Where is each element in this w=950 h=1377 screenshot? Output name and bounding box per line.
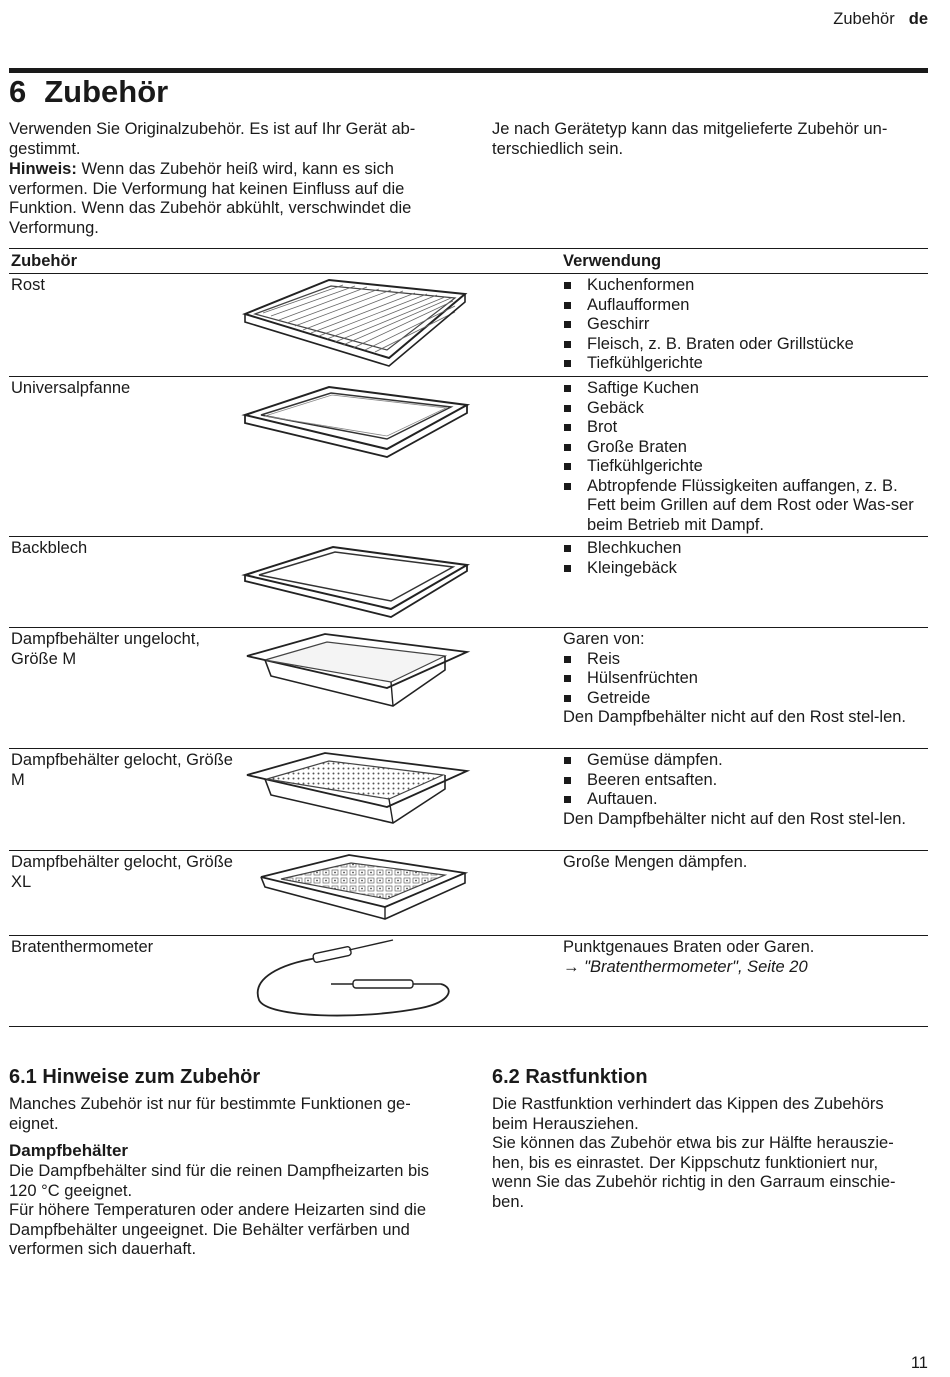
list-item: Reis <box>563 650 923 670</box>
list-item: Gemüse dämpfen. <box>563 751 923 771</box>
list-item: Brot <box>563 418 923 438</box>
usage-list <box>563 539 923 578</box>
chapter-title: Zubehör <box>44 74 169 109</box>
note-label: Hinweis: <box>9 160 77 178</box>
usage-cell <box>563 938 923 977</box>
usage-list <box>563 650 923 709</box>
list-item: Beeren entsaften. <box>563 771 923 791</box>
running-header <box>833 10 928 30</box>
cross-reference <box>563 958 923 978</box>
chapter-heading <box>9 73 168 111</box>
accessory-name: Universalpfanne <box>11 379 131 397</box>
list-item: Fleisch, z. B. Braten oder Grillstücke <box>563 335 923 355</box>
usage-intro: Garen von: <box>563 630 645 648</box>
table-row <box>9 749 928 851</box>
table-row <box>9 628 928 749</box>
list-item: Blechkuchen <box>563 539 923 559</box>
list-item: Kuchenformen <box>563 276 923 296</box>
table-row <box>9 537 928 628</box>
section-paragraph: Die Dampfbehälter sind für die reinen Dampfheizarten bis 120 °C geeignet. <box>9 1162 430 1200</box>
steam-container-solid-icon <box>241 630 471 714</box>
section-heading: 6.2 Rastfunktion <box>492 1066 648 1088</box>
usage-warning: Den Dampfbehälter nicht auf den Rost stel-len. <box>563 708 907 726</box>
usage-cell <box>563 853 923 873</box>
usage-list <box>563 276 923 374</box>
list-item: Geschirr <box>563 315 923 335</box>
list-item: Gebäck <box>563 399 923 419</box>
section-paragraph: Für höhere Temperaturen oder andere Heizarten sind die Dampfbehälter ungeeignet. Die Behälter verfärben und verformen sich dauerhaft. <box>9 1201 427 1258</box>
accessory-table <box>9 248 928 1027</box>
accessory-name: Dampfbehälter gelocht, Größe XL <box>11 853 233 891</box>
chapter-number: 6 <box>9 74 27 109</box>
list-item: Kleingebäck <box>563 559 923 579</box>
list-item: Auftauen. <box>563 790 923 810</box>
list-item: Große Braten <box>563 438 923 458</box>
arrow-right-icon: → <box>563 957 580 976</box>
usage-list <box>563 751 923 810</box>
accessory-name: Bratenthermometer <box>11 938 154 956</box>
intro-left <box>9 120 454 238</box>
accessory-name: Backblech <box>11 539 88 557</box>
table-row <box>9 851 928 936</box>
section-heading: 6.1 Hinweise zum Zubehör <box>9 1066 261 1088</box>
note-text: Wenn das Zubehör heiß wird, kann es sich verformen. Die Verformung hat keinen Einfluss auf die Funktion. Wenn das Zubehör abkühlt, verschwindet die Verformung. <box>9 160 412 237</box>
table-row <box>9 274 928 377</box>
list-item: Hülsenfrüchten <box>563 669 923 689</box>
header-language: de <box>908 10 928 28</box>
intro-right <box>492 120 922 159</box>
list-item: Tiefkühlgerichte <box>563 457 923 477</box>
oven-rack-icon <box>241 276 471 368</box>
usage-cell <box>563 630 923 728</box>
section-paragraph: Manches Zubehör ist nur für bestimmte Funktionen ge-eignet. <box>9 1095 411 1133</box>
page-number: 11 <box>910 1354 928 1372</box>
intro-right-paragraph: Je nach Gerätetyp kann das mitgelieferte Zubehör un-terschiedlich sein. <box>492 120 888 158</box>
table-header-accessory: Zubehör <box>11 252 77 270</box>
section-paragraph: Sie können das Zubehör etwa bis zur Hälfte herauszie-hen, bis es einrastet. Der Kippschutz funktioniert nur, wenn Sie das Zubehör richtig in den Garraum einschie-ben. <box>492 1134 896 1211</box>
meat-thermometer-icon <box>241 938 471 1022</box>
usage-cell <box>563 751 923 829</box>
list-item: Tiefkühlgerichte <box>563 354 923 374</box>
list-item: Auflaufformen <box>563 296 923 316</box>
universal-pan-icon <box>241 379 471 469</box>
section-paragraph: Die Rastfunktion verhindert das Kippen des Zubehörs beim Herausziehen. <box>492 1095 884 1133</box>
steam-container-xl-icon <box>241 853 471 933</box>
list-item: Getreide <box>563 689 923 709</box>
usage-cell <box>563 379 923 535</box>
table-row <box>9 936 928 1027</box>
usage-list <box>563 379 923 535</box>
usage-warning: Den Dampfbehälter nicht auf den Rost stel-len. <box>563 809 907 828</box>
accessory-name: Dampfbehälter ungelocht, Größe M <box>11 630 200 668</box>
header-section: Zubehör <box>833 10 895 28</box>
usage-cell <box>563 539 923 578</box>
usage-text: Große Mengen dämpfen. <box>563 853 748 871</box>
list-item: Saftige Kuchen <box>563 379 923 399</box>
accessory-name: Dampfbehälter gelocht, Größe M <box>11 751 233 789</box>
usage-text: Punktgenaues Braten oder Garen. <box>563 938 815 956</box>
baking-tray-icon <box>241 539 471 621</box>
list-item: Abtropfende Flüssigkeiten auffangen, z. B. Fett beim Grillen auf dem Rost oder Was-ser beim Betrieb mit Dampf. <box>563 477 923 536</box>
cross-reference-link[interactable]: "Bratenthermometer", Seite 20 <box>579 957 808 976</box>
section-6-2 <box>492 1065 922 1212</box>
section-6-1 <box>9 1065 454 1260</box>
subsection-heading: Dampfbehälter <box>9 1141 129 1160</box>
intro-paragraph: Verwenden Sie Originalzubehör. Es ist auf Ihr Gerät ab-gestimmt. <box>9 120 416 158</box>
accessory-name: Rost <box>11 276 45 294</box>
usage-cell <box>563 276 923 374</box>
table-header <box>9 248 928 274</box>
table-header-usage: Verwendung <box>563 252 662 270</box>
table-row <box>9 377 928 537</box>
steam-container-perforated-icon <box>241 751 471 829</box>
intro-note <box>9 160 454 238</box>
